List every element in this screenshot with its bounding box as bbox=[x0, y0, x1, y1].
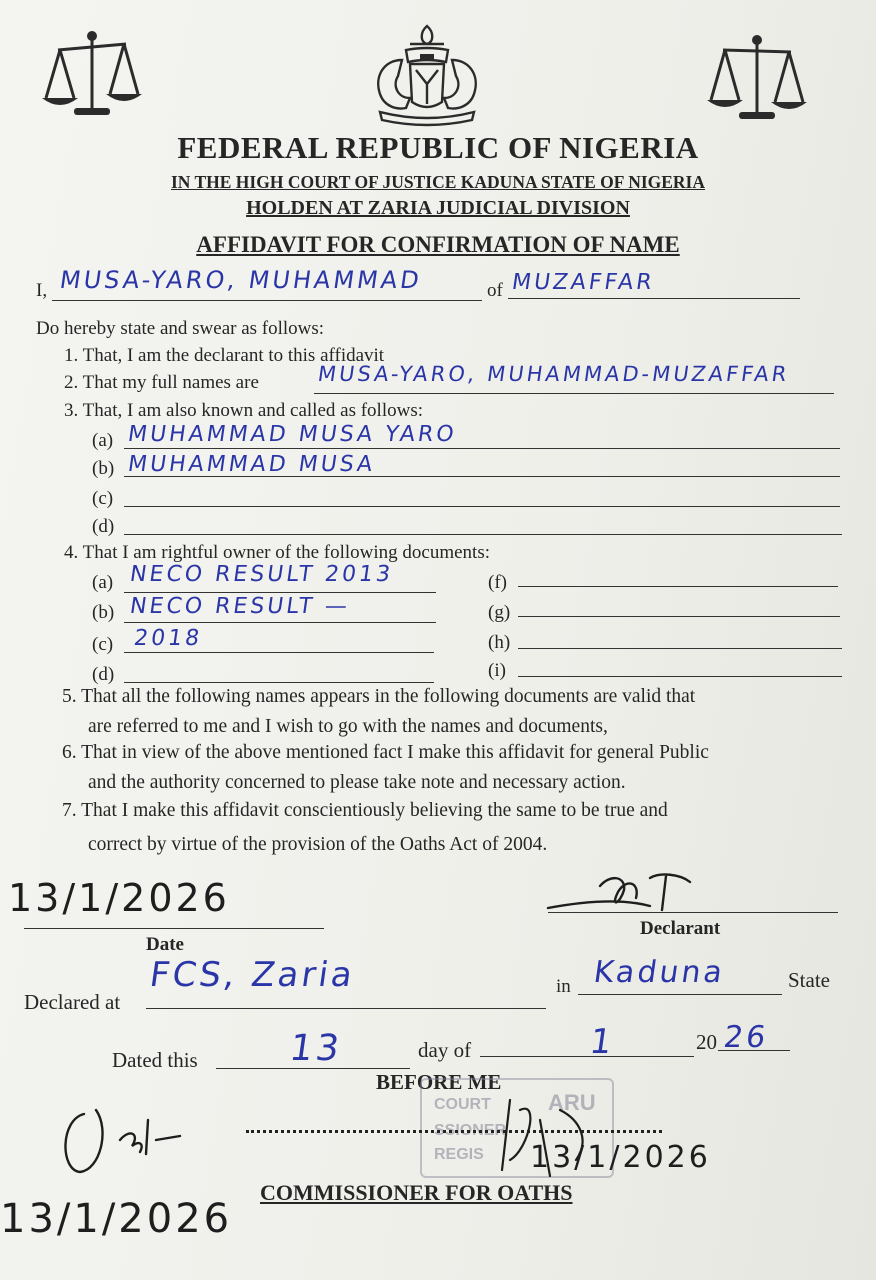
item-7-line-2: correct by virtue of the provision of the Oaths Act of 2004. bbox=[88, 834, 548, 855]
doc-line-d bbox=[124, 682, 434, 683]
state-label: State bbox=[788, 968, 830, 992]
date-label: Date bbox=[146, 934, 184, 955]
alias-line-a bbox=[124, 448, 840, 449]
day-handwritten: 13 bbox=[287, 1028, 345, 1069]
declared-at-label: Declared at bbox=[24, 990, 121, 1014]
doc-value-a: NECO RESULT 2013 bbox=[128, 562, 395, 587]
doc-line-g bbox=[518, 616, 840, 617]
doc-line-c bbox=[124, 652, 434, 653]
of-value-handwritten: MUZAFFAR bbox=[510, 270, 657, 295]
day-of-label: day of bbox=[418, 1038, 472, 1062]
item-3: 3. That, I am also known and called as follows: bbox=[64, 400, 423, 421]
item-5-line-2: are referred to me and I wish to go with the names and documents, bbox=[88, 716, 608, 737]
stamp-line-1: COURT bbox=[434, 1096, 491, 1113]
item-6-line-1: 6. That in view of the above mentioned fact I make this affidavit for general Public bbox=[62, 742, 709, 763]
full-names-line bbox=[314, 393, 834, 394]
doc-label-f: (f) bbox=[488, 572, 507, 593]
doc-line-i bbox=[518, 676, 842, 677]
alias-label-b: (b) bbox=[92, 458, 115, 479]
alias-value-b: MUHAMMAD MUSA bbox=[126, 452, 377, 477]
item-4: 4. That I am rightful owner of the following documents: bbox=[64, 542, 491, 563]
item-6-line-2: and the authority concerned to please take note and necessary action. bbox=[88, 772, 626, 793]
declarant-line bbox=[548, 912, 838, 913]
division-heading: HOLDEN AT ZARIA JUDICIAL DIVISION bbox=[246, 197, 630, 219]
year-handwritten: 26 bbox=[721, 1020, 771, 1055]
doc-line-a bbox=[124, 592, 436, 593]
scales-of-justice-right-icon bbox=[705, 32, 809, 128]
commissioner-date-handwritten: 13/1/2026 bbox=[530, 1140, 711, 1175]
alias-line-d bbox=[124, 534, 842, 535]
left-date-handwritten: 13/1/2026 bbox=[0, 1196, 233, 1242]
item-5-line-1: 5. That all the following names appears in the following documents are valid that bbox=[62, 686, 696, 707]
doc-value-b: NECO RESULT — bbox=[128, 594, 352, 619]
of-line bbox=[508, 298, 800, 299]
year-prefix: 20 bbox=[696, 1030, 717, 1054]
state-handwritten: Kaduna bbox=[591, 955, 728, 990]
doc-value-c: 2018 bbox=[132, 626, 204, 651]
name-line bbox=[52, 300, 482, 301]
date-line bbox=[24, 928, 324, 929]
date-handwritten: 13/1/2026 bbox=[8, 876, 230, 920]
alias-label-c: (c) bbox=[92, 488, 114, 509]
doc-label-g: (g) bbox=[488, 602, 511, 623]
dated-this-label: Dated this bbox=[112, 1048, 198, 1072]
swear-statement: Do hereby state and swear as follows: bbox=[36, 318, 325, 339]
alias-label-d: (d) bbox=[92, 516, 115, 537]
of-label: of bbox=[487, 280, 503, 301]
stamp-line-3: REGIS bbox=[434, 1146, 484, 1163]
doc-label-i: (i) bbox=[488, 660, 506, 681]
declared-at-handwritten: FCS, Zaria bbox=[147, 955, 358, 995]
country-title: FEDERAL REPUBLIC OF NIGERIA bbox=[177, 130, 699, 165]
court-heading: IN THE HIGH COURT OF JUSTICE KADUNA STATE OF NIGERIA bbox=[170, 172, 706, 192]
doc-line-f bbox=[518, 586, 838, 587]
doc-line-b bbox=[124, 622, 436, 623]
stamp-line-2: SSIONER bbox=[434, 1122, 507, 1139]
declarant-name-handwritten: MUSA-YARO, MUHAMMAD bbox=[58, 266, 424, 294]
commissioner-label: COMMISSIONER FOR OATHS bbox=[260, 1180, 573, 1205]
doc-label-b: (b) bbox=[92, 602, 115, 623]
declared-at-line bbox=[146, 1008, 546, 1009]
doc-label-a: (a) bbox=[92, 572, 114, 593]
i-label: I, bbox=[36, 280, 48, 301]
month-handwritten: 1 bbox=[587, 1022, 618, 1062]
nigeria-coat-of-arms-icon bbox=[362, 20, 492, 130]
doc-label-h: (h) bbox=[488, 632, 511, 653]
item-7-line-1: 7. That I make this affidavit conscientiously believing the same to be true and bbox=[62, 800, 668, 821]
doc-line-h bbox=[518, 648, 842, 649]
scales-of-justice-left-icon bbox=[40, 28, 144, 124]
declarant-label: Declarant bbox=[640, 918, 721, 939]
item-2: 2. That my full names are bbox=[64, 372, 259, 393]
affidavit-title: AFFIDAVIT FOR CONFIRMATION OF NAME bbox=[196, 232, 680, 257]
left-signature-icon bbox=[40, 1100, 200, 1190]
doc-label-d: (d) bbox=[92, 664, 115, 685]
stamp-top-text: ARU bbox=[548, 1090, 596, 1115]
alias-line-c bbox=[124, 506, 840, 507]
before-me-label: BEFORE ME bbox=[376, 1070, 502, 1094]
in-label: in bbox=[556, 976, 571, 997]
state-line bbox=[578, 994, 782, 995]
full-names-handwritten: MUSA-YARO, MUHAMMAD-MUZAFFAR bbox=[316, 362, 791, 386]
item-1: 1. That, I am the declarant to this affidavit bbox=[64, 345, 385, 366]
alias-label-a: (a) bbox=[92, 430, 114, 451]
doc-label-c: (c) bbox=[92, 634, 114, 655]
alias-value-a: MUHAMMAD MUSA YARO bbox=[126, 422, 459, 447]
